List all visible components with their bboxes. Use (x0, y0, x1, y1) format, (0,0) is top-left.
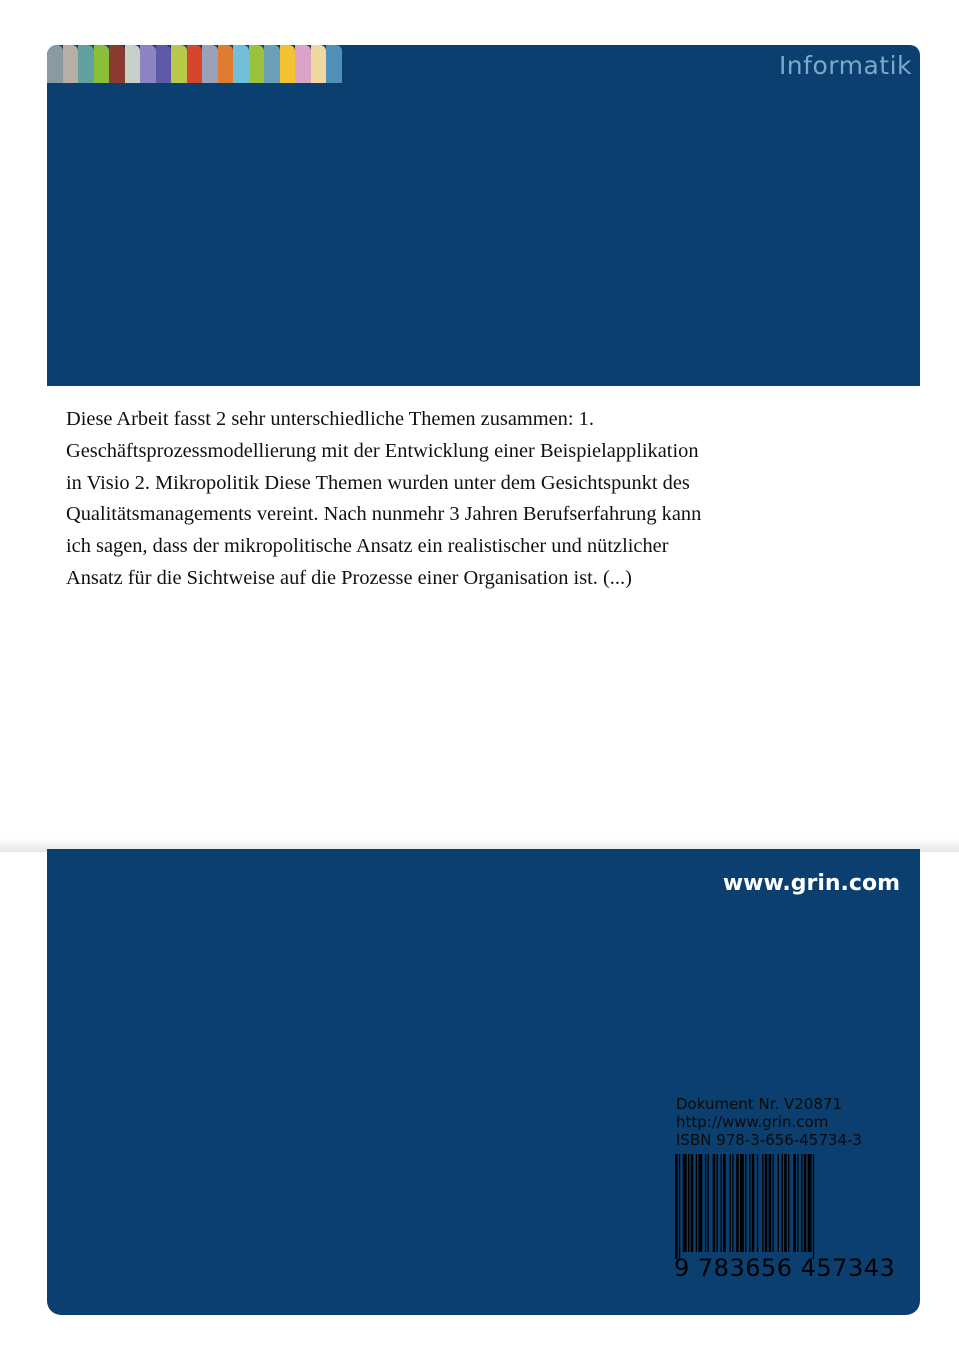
isbn: ISBN 978-3-656-45734-3 (676, 1131, 862, 1149)
publisher-url: http://www.grin.com (676, 1113, 829, 1131)
blurb-line: Qualitätsmanagements vereint. Nach nunmehr 3 Jahren Berufserfahrung kann (66, 503, 702, 526)
barcode-bar (721, 1154, 722, 1252)
blurb-line: Geschäftsprozessmodellierung mit der Entwicklung einer Beispielapplikation (66, 439, 699, 462)
color-stripe (233, 45, 249, 83)
barcode-bar (675, 1154, 678, 1259)
cover-top-panel (47, 45, 920, 386)
barcode-bar (713, 1154, 716, 1252)
barcode-bar (749, 1154, 750, 1252)
document-info (676, 1095, 862, 1149)
color-stripe (125, 45, 141, 83)
barcode-bar (691, 1154, 694, 1252)
barcode-bar (797, 1154, 798, 1252)
color-stripe (202, 45, 218, 83)
barcode-bar (813, 1154, 814, 1259)
color-stripe (311, 45, 327, 83)
color-stripe (94, 45, 110, 83)
color-stripe (109, 45, 125, 83)
barcode-bar (696, 1154, 697, 1252)
color-stripe (187, 45, 203, 83)
color-stripe (78, 45, 94, 83)
color-stripes (47, 45, 342, 83)
barcode-bar (778, 1154, 779, 1252)
color-stripe (63, 45, 79, 83)
isbn-barcode (675, 1154, 901, 1259)
color-stripe (264, 45, 280, 83)
color-stripe (140, 45, 156, 83)
publisher-website: www.grin.com (722, 871, 900, 896)
category-label: Informatik (778, 51, 912, 80)
barcode-bar (723, 1154, 726, 1252)
blurb-line: in Visio 2. Mikropolitik Diese Themen wurden unter dem Gesichtspunkt des (66, 471, 690, 494)
barcode-bar (688, 1154, 689, 1252)
barcode-bar (808, 1154, 812, 1252)
barcode-bar (705, 1154, 706, 1252)
color-stripe (47, 45, 63, 83)
barcode-bar (717, 1154, 718, 1252)
barcode-bar (801, 1154, 802, 1252)
barcode-bar (773, 1154, 774, 1252)
barcode-bar (752, 1154, 755, 1252)
barcode-bar (782, 1154, 783, 1252)
blurb-line: ich sagen, dass der mikropolitische Ansatz ein realistischer und nützlicher (66, 535, 669, 558)
barcode-bar (740, 1154, 744, 1252)
barcode-bar (679, 1154, 680, 1259)
color-stripe (249, 45, 265, 83)
barcode-bar (793, 1154, 796, 1252)
barcode-bar (804, 1154, 807, 1252)
color-stripe (280, 45, 296, 83)
barcode-bar (784, 1154, 787, 1252)
book-blurb (66, 404, 786, 595)
barcode-bar (765, 1154, 768, 1252)
barcode-bar (769, 1154, 772, 1252)
barcode-bar (757, 1154, 758, 1252)
color-stripe (171, 45, 187, 83)
cover-bottom-panel (47, 849, 920, 1315)
barcode-bar (708, 1154, 709, 1252)
barcode-bar (732, 1154, 733, 1252)
color-stripe (326, 45, 342, 83)
barcode-bar (762, 1154, 763, 1252)
barcode-number: 9 783656 457343 (674, 1254, 896, 1282)
color-stripe (295, 45, 311, 83)
document-number: Dokument Nr. V20871 (676, 1095, 842, 1113)
barcode-bar (745, 1154, 746, 1252)
color-stripe (218, 45, 234, 83)
color-stripe (156, 45, 172, 83)
barcode-bar (736, 1154, 739, 1252)
barcode-bar (683, 1154, 687, 1252)
barcode-bar (788, 1154, 789, 1252)
barcode-bar (698, 1154, 702, 1252)
blurb-line: Diese Arbeit fasst 2 sehr unterschiedliche Themen zusammen: 1. (66, 408, 594, 430)
blurb-line: Ansatz für die Sichtweise auf die Prozesse einer Organisation ist. (...) (66, 566, 632, 589)
barcode-bar (730, 1154, 731, 1252)
